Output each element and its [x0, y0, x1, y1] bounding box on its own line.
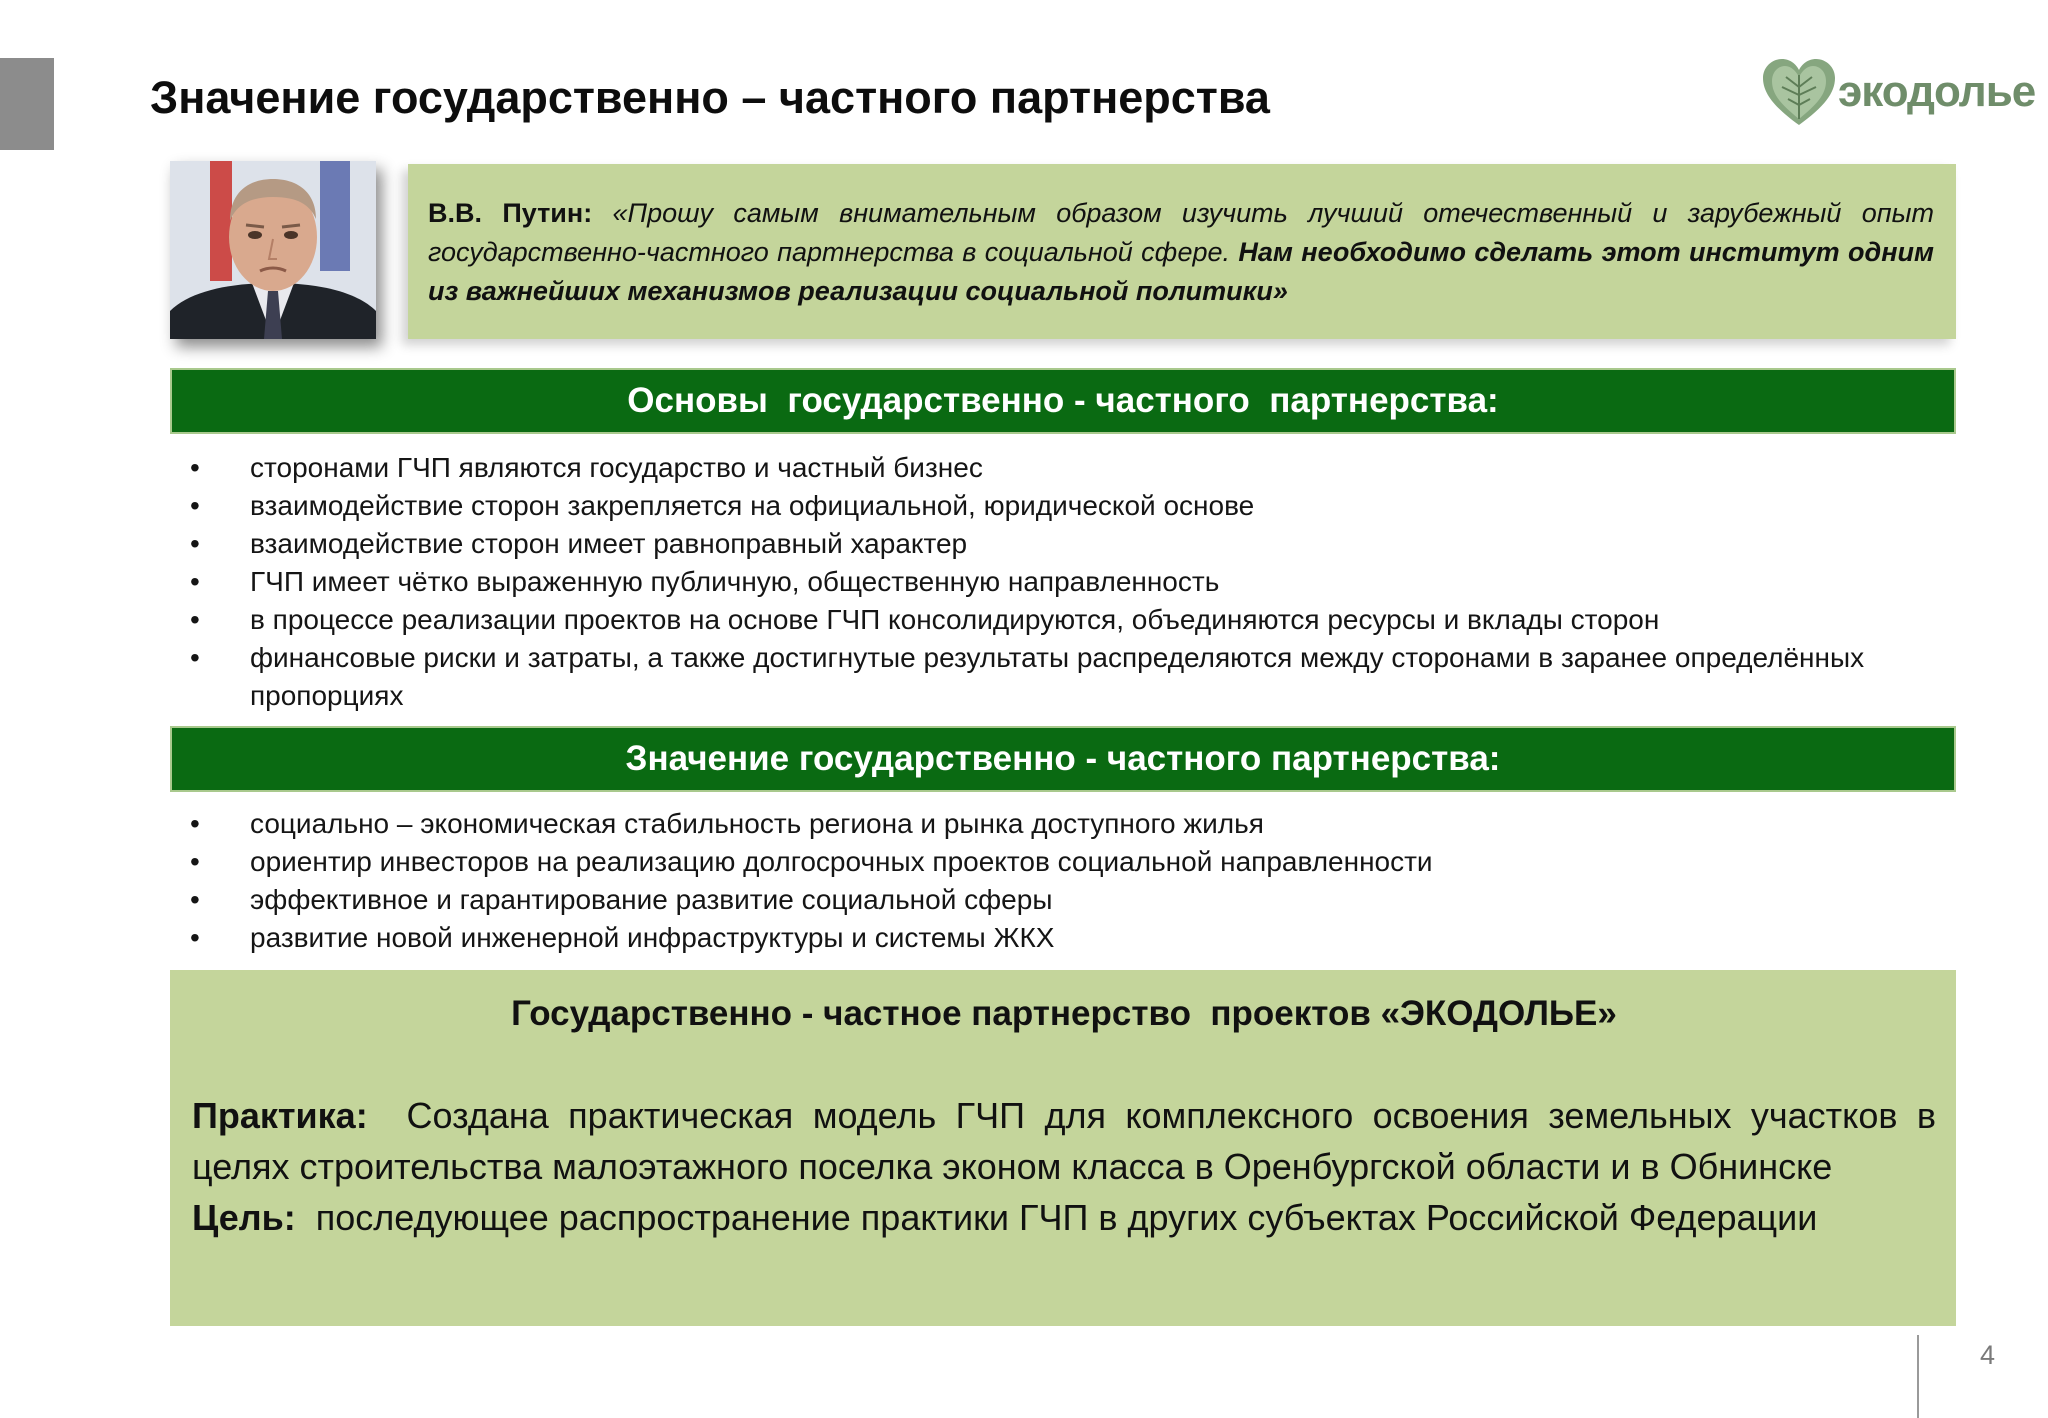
person-portrait-icon	[170, 161, 376, 339]
foundations-list	[188, 449, 1948, 715]
quote-emphasis: Нам необходимо сделать этот институт одним из важнейших механизмов реализации социальной политики»	[428, 237, 1934, 306]
project-practice	[192, 1090, 1936, 1192]
list-item	[188, 601, 1948, 639]
bullet-glyph: •	[190, 922, 200, 953]
list-item	[188, 563, 1948, 601]
practice-text: Создана практическая модель ГЧП для комплексного освоения земельных участков в целях строительства малоэтажного поселка эконом класса в Оренбургской области и в Обнинске	[192, 1095, 1936, 1187]
list-item-text: сторонами ГЧП являются государство и частный бизнес	[250, 452, 983, 483]
list-item	[188, 639, 1948, 715]
project-goal	[192, 1192, 1936, 1243]
project-title: Государственно - частное партнерство проектов «ЭКОДОЛЬЕ»	[511, 994, 1617, 1033]
portrait-photo	[170, 161, 376, 339]
quote-text: «Прошу самым внимательным образом изучить лучший отечественный и зарубежный опыт государственно-частного партнерства в социальной сфере.	[428, 198, 1934, 267]
page-title: Значение государственно – частного партнерства	[150, 72, 1270, 123]
bullet-glyph: •	[190, 846, 200, 877]
significance-heading: Значение государственно - частного партнерства:	[170, 726, 1956, 792]
logo	[1760, 55, 2036, 131]
foundations-heading: Основы государственно - частного партнерства:	[170, 368, 1956, 434]
bullet-glyph: •	[190, 490, 200, 521]
bullet-glyph: •	[190, 808, 200, 839]
list-item-text: финансовые риски и затраты, а также достигнутые результаты распределяются между сторонами в заранее определённых пропорциях	[250, 642, 1865, 711]
list-item-text: в процессе реализации проектов на основе ГЧП консолидируются, объединяются ресурсы и вклады сторон	[250, 604, 1660, 635]
bullet-glyph: •	[190, 452, 200, 483]
list-item-text: развитие новой инженерной инфраструктуры и системы ЖКХ	[250, 922, 1055, 953]
list-item-text: ГЧП имеет чётко выраженную публичную, общественную направленность	[250, 566, 1220, 597]
list-item	[188, 881, 1948, 919]
page-divider	[1917, 1335, 1919, 1418]
practice-label: Практика:	[192, 1095, 368, 1136]
page-number: 4	[1980, 1340, 1996, 1370]
significance-list	[188, 805, 1948, 957]
list-item	[188, 919, 1948, 957]
bullet-glyph: •	[190, 642, 200, 673]
bullet-glyph: •	[190, 884, 200, 915]
bullet-glyph: •	[190, 566, 200, 597]
side-tab	[0, 58, 54, 150]
list-item	[188, 805, 1948, 843]
bullet-glyph: •	[190, 604, 200, 635]
list-item	[188, 449, 1948, 487]
list-item	[188, 487, 1948, 525]
goal-label: Цель:	[192, 1197, 296, 1238]
list-item-text: эффективное и гарантирование развитие социальной сферы	[250, 884, 1053, 915]
heart-leaf-icon	[1760, 55, 1838, 131]
bullet-glyph: •	[190, 528, 200, 559]
quote-author: В.В. Путин:	[428, 198, 593, 228]
list-item	[188, 525, 1948, 563]
project-box	[170, 970, 1956, 1326]
list-item-text: взаимодействие сторон закрепляется на официальной, юридической основе	[250, 490, 1255, 521]
list-item-text: взаимодействие сторон имеет равноправный характер	[250, 528, 968, 559]
list-item	[188, 843, 1948, 881]
list-item-text: ориентир инвесторов на реализацию долгосрочных проектов социальной направленности	[250, 846, 1433, 877]
goal-text: последующее распространение практики ГЧП в других субъектах Российской Федерации	[315, 1197, 1818, 1238]
quote-box	[408, 164, 1956, 339]
logo-text: экодолье	[1838, 67, 2036, 116]
list-item-text: социально – экономическая стабильность региона и рынка доступного жилья	[250, 808, 1264, 839]
